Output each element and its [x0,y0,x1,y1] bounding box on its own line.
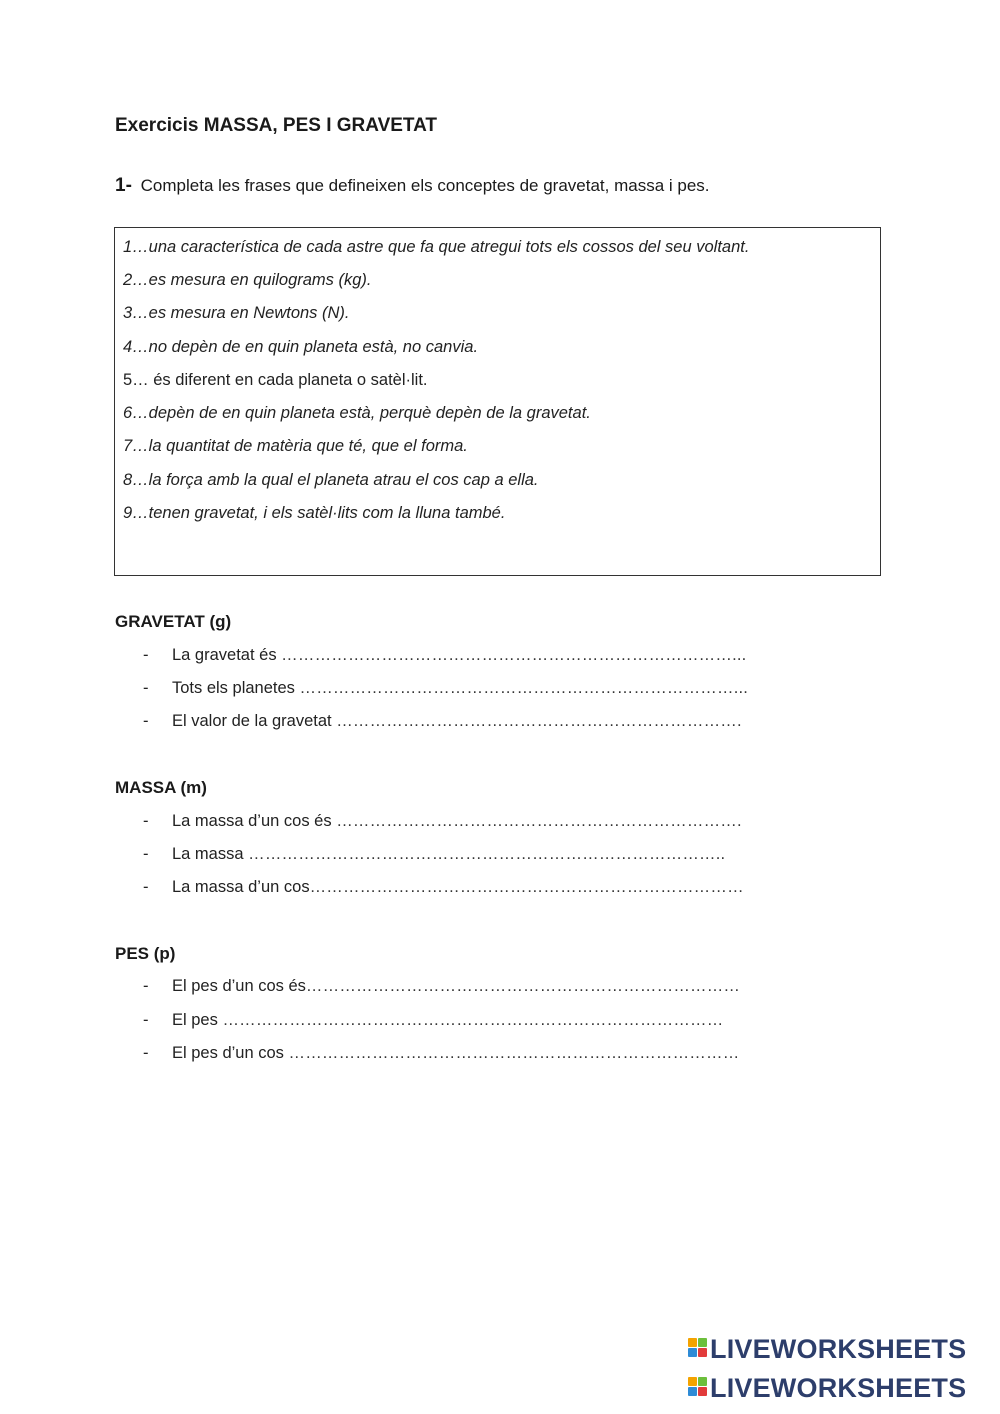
fill-line-prompt: El valor de la gravetat [172,712,332,730]
liveworksheets-logo [688,1373,966,1404]
fill-line-prompt: La massa d’un cos és [172,812,332,830]
answer-blank[interactable]: ………………………………………………………………………... [281,646,747,664]
instruction-text: Completa les frases que defineixen els conceptes de gravetat, massa i pes. [140,176,710,195]
option-item: 1…una característica de cada astre que fa que atregui tots els cossos del seu voltant. [123,238,750,256]
answer-blank[interactable]: ………………………………………………………………. [336,812,742,830]
fill-line: - Tots els planetes ……………………………………………………………………... [143,679,749,697]
option-item: 3…es mesura en Newtons (N). [123,304,350,322]
answer-blank[interactable]: ……………………………………………………………………………… [222,1011,724,1029]
option-item: 7…la quantitat de matèria que té, que el forma. [123,437,468,455]
instruction-number: 1- [115,175,132,196]
answer-blank[interactable]: ………………………………………………………………. [336,712,742,730]
fill-line-prompt: La massa [172,845,244,863]
fill-line-prompt: La massa d’un cos [172,878,310,896]
option-item: 8…la força amb la qual el planeta atrau el cos cap a ella. [123,471,539,489]
fill-line-prompt: Tots els planetes [172,679,295,697]
worksheet-title: Exercicis MASSA, PES I GRAVETAT [115,115,438,136]
section-title-massa: MASSA (m) [115,778,207,797]
section-title-pes: PES (p) [115,944,176,963]
liveworksheets-mark-icon [688,1377,707,1396]
fill-line-prompt: El pes d’un cos [172,1044,284,1062]
fill-line: - El valor de la gravetat ………………………………………………………………. [143,712,742,730]
option-item: 4…no depèn de en quin planeta està, no canvia. [123,338,479,356]
fill-line: - La massa d’un cos…………………………………………………………………… [143,878,744,896]
option-item: 2…es mesura en quilograms (kg). [123,271,372,289]
answer-blank[interactable]: …………………………………………………………………… [309,878,744,896]
fill-line: - El pes ……………………………………………………………………………… [143,1011,724,1029]
option-item: 6…depèn de en quin planeta està, perquè depèn de la gravetat. [123,404,591,422]
answer-blank[interactable]: …………………………………………………………………… [305,977,741,995]
answer-blank[interactable]: ………………………………………………………………………….. [248,845,726,863]
fill-line: - La massa ………………………………………………………………………….. [143,845,726,863]
fill-line: - La massa d’un cos és ………………………………………………………………. [143,812,742,830]
logo-text: LIVEWORKSHEETS [710,1334,967,1364]
instruction [115,175,710,197]
liveworksheets-mark-icon [688,1338,707,1357]
answer-blank[interactable]: ……………………………………………………………………... [299,679,749,697]
liveworksheets-logo [688,1334,966,1365]
fill-line-prompt: El pes [172,1011,218,1029]
options-box [114,227,881,576]
fill-line: - El pes d’un cos és…………………………………………………………………… [143,977,741,995]
fill-line-prompt: El pes d’un cos és [172,977,306,995]
option-item: 5… és diferent en cada planeta o satèl·lit. [123,371,428,389]
fill-line-prompt: La gravetat és [172,646,277,664]
fill-line: - El pes d’un cos ……………………………………………………………………… [143,1044,740,1062]
option-item: 9…tenen gravetat, i els satèl·lits com la lluna també. [123,504,506,522]
logo-text: LIVEWORKSHEETS [710,1373,967,1403]
fill-line: - La gravetat és ………………………………………………………………………... [143,646,747,664]
answer-blank[interactable]: ……………………………………………………………………… [288,1044,740,1062]
section-title-gravetat: GRAVETAT (g) [115,612,232,631]
